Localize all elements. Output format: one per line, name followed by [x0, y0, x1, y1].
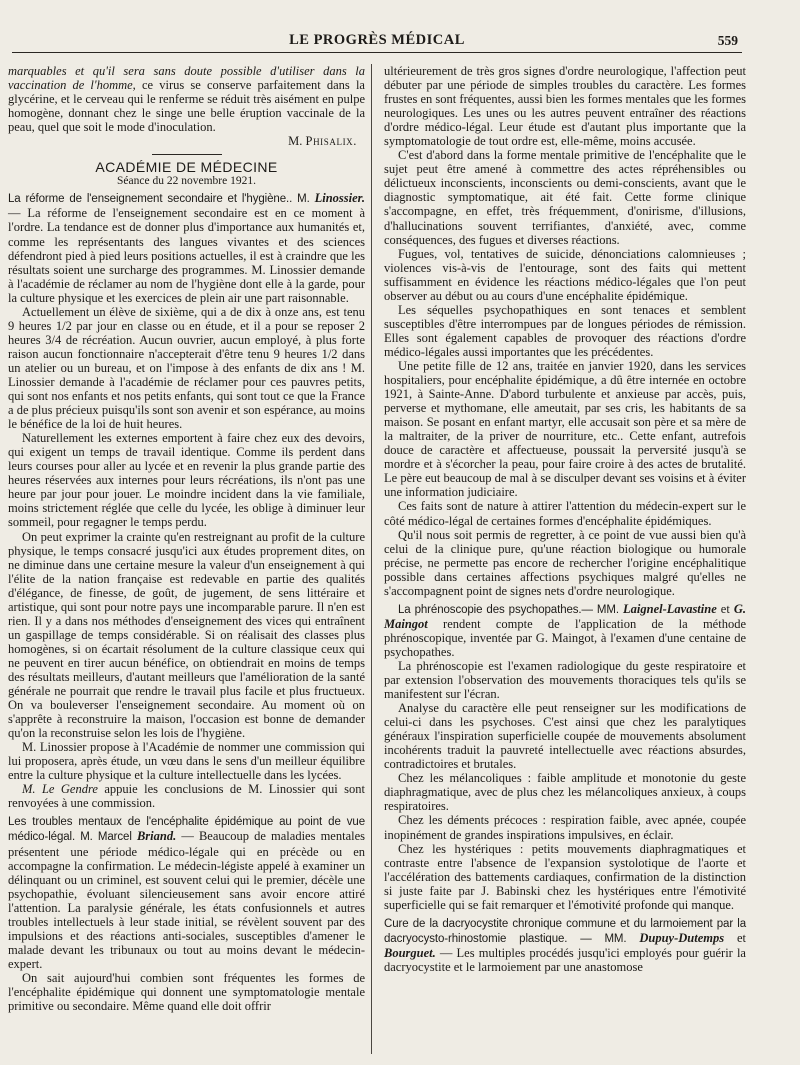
paragraph: Les séquelles psychopathiques en sont tenaces et semblent susceptibles d'être interrompues par de longues périodes de rémission. Elles sont également capables de provoquer des réactions d'ordre médico-légales aussi importantes que les précédentes. [384, 302, 746, 359]
report-text: rendent compte de l'application de la méthode phrénoscopique, inventée par G. Maingot, à l'examen d'une centaine de psychopathes. [384, 616, 746, 659]
report-heading: La réforme de l'enseignement secondaire et l'hygiène.. M. [8, 193, 310, 206]
paragraph: ultérieurement de très gros signes d'ordre neurologique, l'affection peut débuter par une période de simples troubles du caractère. Les formes frustes en sont fréquentes, aussi bien les formes mentales que les formes neurologiques. Les unes ou les autres peuvent entraîner des réactions d'ordre médico-légal. Leur étude est d'autant plus importante que la symptomatologie de tout ordre est, elle-même, moins accusée. [384, 64, 746, 149]
separator-rule [152, 154, 222, 155]
paragraph-text: ce virus se conserve parfaitement dans la glycérine, et le cerveau qui le renferme se réduit très aisément en pulpe homogène, donnant chez le singe une belle éruption vaccinale de la peau, quel que soit le mode d'inoculation. [8, 78, 365, 135]
paragraph: Naturellement les externes emportent à faire chez eux des devoirs, qui exigent un temps de travail identique. Comme ils perdent dans leurs courses pour aller au lycée et en revenir la plus grande partie des heures réservées aux internes pour leurs récréations, ils n'ont pas une heure par jour pour jouer. Le moindre incident dans la vie familiale, moins strictement réglée que celle du lycée, les oblige à diminuer leur sommeil, pour regagner le temps perdu. [8, 431, 365, 530]
report-author: Linossier. [314, 191, 365, 206]
italic-text: marquables et qu'il sera sans doute possible d'utiliser dans la vaccination de l'homme, [8, 64, 365, 93]
speaker-name: M. Le Gendre [22, 782, 98, 797]
paragraph: M. Linossier propose à l'Académie de nommer une commission qui lui proposera, après étude, un vœu dans le sens d'un meilleur équilibre entre la culture physique et la culture intellectuelle dans les lycées. [8, 740, 365, 783]
session-date: Séance du 22 novembre 1921. [117, 175, 256, 188]
report-author: Briand. [136, 829, 177, 844]
paragraph: M. Le Gendre appuie les conclusions de M. Linossier qui sont renvoyées à une commission. [8, 782, 365, 811]
report-author: Dupuy-Dutemps [639, 930, 725, 945]
report-author: G. Maingot [384, 601, 746, 631]
paragraph: On peut exprimer la crainte qu'en restreignant au profit de la culture physique, le temps consacré jusqu'ici aux études proprement dites, on ne diminue dans une certaine mesure la valeur d'un enseignement à qui l'élite de la nation française est redevable en partie des qualités d'élégance, de finesse, de goût, de jugement, de sens littéraire et artistique, qui sont pour notre pays une incomparable parure. Il n'en est rien. Il y a dans nos méthodes d'enseignement des vices qui entraînent un gaspillage de temps considérable. Si on réalisait des classes plus homogènes, si on écartait résolument de la culture classique ceux qui ne peuvent en tirer aucun bénéfice, on obtiendrait en moins de temps des résultats meilleurs, d'autant meilleurs que l'amélioration de la santé générale ne pourrait que rendre le travail plus facile et plus fructueux. On va bouleverser l'enseignement secondaire. Au moment où on s'apprête à reconstruire la maison, l'occasion est bonne de demander qu'on la reconstruise selon les lois de l'hygiène. [8, 529, 365, 741]
signature-name: Phisalix. [305, 134, 357, 149]
paragraph: Chez les déments précoces : respiration faible, avec apnée, coupée inopinément de grandes inspirations impulsives, en éclair. [384, 813, 746, 842]
paragraph: Qu'il nous soit permis de regretter, à ce point de vue aussi bien qu'à celui de la clinique pure, qu'une réaction biologique ou humorale précise, ne permette pas encore de rechercher l'origine encéphalitique possible dans certaines affections psychiques malgré qu'elles ne s'accompagnent point de signes nets d'ordre neurologique. [384, 527, 746, 598]
left-column [8, 64, 365, 1013]
paragraph: Analyse du caractère elle peut renseigner sur les modifications de celui-ci dans les psychoses. C'est ainsi que chez les paralytiques généraux l'inspiration superficielle coupée de mouvements absolument incohérents traduit la pauvreté intellectuelle avec réactions absurdes, contradictoires et brutales. [384, 701, 746, 772]
paragraph: C'est d'abord dans la forme mentale primitive de l'encéphalite que le sujet peut être amené à commettre des actes répréhensibles ou délictueux inconscients, inconscients ou demi-conscients, avant que le diagnostic symptomatique, ait été fait. Cette forme clinique s'accompagne, en effet, très fréquemment, d'onirisme, d'illusions, d'hallucinations souvent terrifiantes, d'anxiété, avec, comme conséquences, des fugues et diverses réactions. [384, 148, 746, 247]
report-author: Laignel-Lavastine [623, 601, 717, 616]
page-number: 559 [717, 33, 738, 48]
report-paragraph [8, 814, 365, 971]
report-paragraph [8, 191, 365, 304]
section-title: ACADÉMIE DE MÉDECINE [95, 159, 278, 176]
report-text: — Les multiples procédés jusqu'ici employés pour guérir la dacryocystite et le larmoiement par une anastomose [384, 945, 746, 974]
report-paragraph: La phrénoscopie des psychopathes.— MM. Laignel-Lavastine et G. Maingot rendent compte de l'application de la méthode phrénoscopique, inventée par G. Maingot, à l'examen d'une centaine de psychopathes. [384, 601, 746, 659]
page-header [12, 30, 742, 53]
report-heading: Cure de la dacryocystite chronique commune et du larmoiement par la dacryocysto-rhinostomie plastique. — MM. [384, 917, 746, 945]
report-paragraph: Cure de la dacryocystite chronique commune et du larmoiement par la dacryocysto-rhinostomie plastique. — MM. Dupuy-Dutemps et Bourguet. — Les multiples procédés jusqu'ici employés pour guérir la dacryocystite et le larmoiement par une anastomose [384, 917, 746, 974]
signature: M. Phisalix. [288, 134, 357, 149]
paragraph: Une petite fille de 12 ans, traitée en janvier 1920, dans les services hospitaliers, pour encéphalite épidémique, a dû être internée en octobre 1921, à Sainte-Anne. D'abord turbulente et anxieuse par accès, puis, perverse et mythomane, elle ameutait, par ses cris, les habitants de sa maison. Se posant en enfant martyr, elle accusait son père et sa mère de la maltraiter, de la priver de nourriture, etc.. Cette enfant, autrefois douce de caractère et affectueuse, poussait la perversité jusqu'à se mordre et à s'écorcher la peau, pour faire croire à des actes de brutalité. Le père eut beaucoup de mal à se disculper devant ses voisins et à éviter une information judiciaire. [384, 358, 746, 500]
right-column [384, 64, 746, 974]
report-heading: Les troubles mentaux de l'encéphalite épidémique au point de vue médico-légal. M. Marcel [8, 816, 365, 844]
report-heading: La phrénoscopie des psychopathes.— MM. [398, 603, 619, 616]
column-divider [371, 64, 372, 1054]
paragraph: La phrénoscopie est l'examen radiologique du geste respiratoire et par extension l'observation des mouvements thoraciques tels qu'ils se manifestent sur l'écran. [384, 658, 746, 702]
journal-title: LE PROGRÈS MÉDICAL [289, 32, 465, 48]
paragraph: Actuellement un élève de sixième, qui a de dix à onze ans, est tenu 9 heures 1/2 par jour en classe ou en étude, et il a pour se reposer 2 heures 3/4 de récréation. Aucun ouvrier, aucun employé, à plus forte raison aucun fonctionnaire n'accepterait d'être tenu 9 heures 1/2 dans un atelier ou un bureau, et on l'impose à des enfants de dix ans ! M. Linossier demande à l'académie de réclamer pour ces pauvres petits, qui sont nos enfants et nos petits enfants, qui sont tout ce que la France a de plus précieux puisqu'ils sont son avenir et son espérance, au moins le bénéfice de la loi de huit heures. [8, 304, 365, 432]
report-author: Bourguet. [384, 945, 436, 960]
report-text: — La réforme de l'enseignement secondaire est en ce moment à l'ordre. La tendance est de donner plus d'importance aux humanités et, comme les représentants des langues vivantes et des sciences défendront pied à pied leurs positions actuelles, il est à craindre que les résultats soient une surcharge des programmes. M. Linossier demande à l'académie de réclamer au nom de l'hygiène dont elle à la garde, pour la culture physique et les exercices de plein air une part raisonnable. [8, 206, 365, 305]
paragraph: Chez les hystériques : petits mouvements diaphragmatiques et contraste entre l'absence de l'expansion systolotique de l'aorte et l'accélération des battements cardiaques, confirmation de la distinction si juste faite par J. Babinski chez les hystériques entre l'émotivité superficielle qui se fait remarquer et l'émotivité profonde qui manque. [384, 841, 746, 912]
paragraph: Ces faits sont de nature à attirer l'attention du médecin-expert sur le côté médico-légal de certaines formes d'encéphalite épidémiques. [384, 499, 746, 528]
paragraph: On sait aujourd'hui combien sont fréquentes les formes de l'encéphalite épidémique qui donnent une symptomatologie mentale primitive ou secondaire. Même quand elle doit offrir [8, 970, 365, 1014]
paragraph: Chez les mélancoliques : faible amplitude et monotonie du geste diaphragmatique, avec de plus chez les mélancoliques anxieux, à coups respiratoires. [384, 771, 746, 814]
paragraph [8, 64, 365, 134]
paragraph: Fugues, vol, tentatives de suicide, dénonciations calomnieuses ; violences vis-à-vis de l'entourage, sont des faits qui mettent suffisamment en évidence les réactions médico-légales que l'on peut observer au début ou au cours d'une encéphalite épidémique. [384, 246, 746, 303]
report-text: — Beaucoup de maladies mentales présentent une période médico-légale qui en précède ou en accompagne la confirmation. Le médecin-légiste appelé à examiner un délinquant ou un criminel, est souvent celui qui le premier, décèle une psychopathie, évoluant silencieusement sans avoir encore attiré l'attention. La paralysie générale, les états confusionnels et autres troubles intellectuels à leur stade initial, se révèlent souvent par des impulsions et des réactions anti-sociales, susceptibles d'amener le malade devant les tribunaux ou tout au moins devant le médecin-expert. [8, 829, 366, 971]
